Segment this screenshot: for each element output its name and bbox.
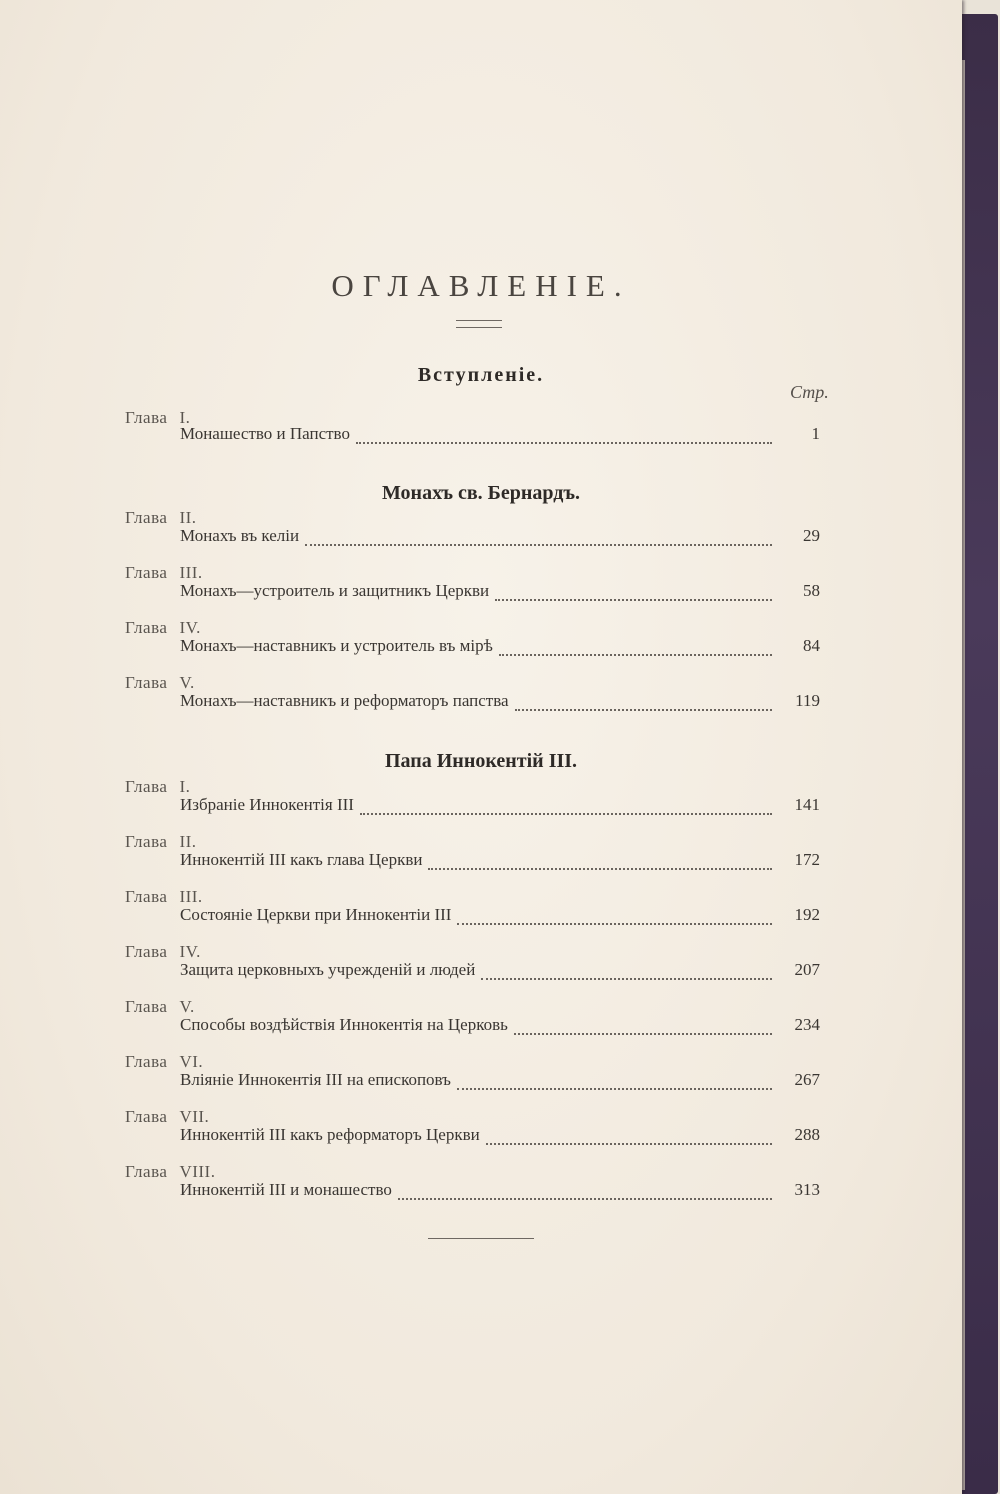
dot-leader — [514, 1032, 772, 1035]
entry-title: Монахъ въ келіи — [180, 526, 300, 545]
dot-leader — [457, 922, 772, 925]
chapter-label: Глава III. — [125, 887, 203, 906]
entry-title: Иннокентій III и монашество — [180, 1180, 392, 1199]
toc-entry — [180, 795, 820, 819]
dot-leader — [499, 653, 772, 656]
section-heading: Монахъ св. Бернардъ. — [381, 482, 581, 504]
title-ornament — [456, 320, 502, 328]
toc-entry — [180, 850, 820, 874]
entry-page: 29 — [803, 526, 820, 545]
chapter-label: Глава I. — [125, 408, 191, 427]
toc-entry — [180, 905, 820, 929]
entry-title: Иннокентій III какъ глава Церкви — [180, 850, 423, 869]
chapter-label: Глава II. — [125, 508, 197, 527]
entry-title: Способы воздѣйствія Иннокентія на Церковь — [180, 1015, 508, 1034]
toc-entry — [180, 1180, 820, 1204]
toc-entry — [180, 526, 820, 550]
chapter-label: Глава II. — [125, 832, 197, 851]
toc-entry — [180, 1015, 820, 1039]
entry-page: 207 — [794, 960, 820, 979]
section-heading: Вступленіе. — [417, 364, 545, 386]
dot-leader — [305, 543, 772, 546]
toc-entry — [180, 960, 820, 984]
entry-page: 84 — [803, 636, 820, 655]
dot-leader — [495, 598, 772, 601]
dot-leader — [428, 867, 772, 870]
chapter-label: Глава VIII. — [125, 1162, 216, 1181]
chapter-label: Глава III. — [125, 563, 203, 582]
entry-page: 119 — [795, 691, 820, 710]
chapter-label: Глава IV. — [125, 942, 201, 961]
entry-page: 234 — [794, 1015, 820, 1034]
dot-leader — [486, 1142, 772, 1145]
toc-entry — [180, 636, 820, 660]
entry-title: Вліяніе Иннокентія III на епископовъ — [180, 1070, 451, 1089]
entry-page: 313 — [794, 1180, 820, 1199]
entry-page: 141 — [794, 795, 820, 814]
chapter-label: Глава V. — [125, 673, 195, 692]
chapter-label: Глава I. — [125, 777, 191, 796]
toc-entry — [180, 424, 820, 448]
chapter-label: Глава VI. — [125, 1052, 204, 1071]
toc-entry — [180, 1125, 820, 1149]
chapter-label: Глава VII. — [125, 1107, 210, 1126]
chapter-label: Глава V. — [125, 997, 195, 1016]
entry-page: 1 — [811, 424, 820, 443]
dot-leader — [356, 441, 772, 444]
dot-leader — [360, 812, 772, 815]
entry-title: Защита церковныхъ учрежденій и людей — [180, 960, 476, 979]
dot-leader — [398, 1197, 772, 1200]
dot-leader — [457, 1087, 772, 1090]
entry-page: 172 — [794, 850, 820, 869]
closing-rule — [428, 1238, 534, 1239]
toc-entry — [180, 691, 820, 715]
entry-title: Состояніе Церкви при Иннокентіи III — [180, 905, 452, 924]
entry-title: Иннокентій III какъ реформаторъ Церкви — [180, 1125, 480, 1144]
entry-page: 192 — [794, 905, 820, 924]
dot-leader — [481, 977, 772, 980]
entry-page: 267 — [794, 1070, 820, 1089]
toc-entry — [180, 1070, 820, 1094]
entry-title: Избраніе Иннокентія III — [180, 795, 354, 814]
page-column-label: Стр. — [790, 382, 829, 402]
toc-entry — [180, 581, 820, 605]
entry-title: Монахъ—наставникъ и реформаторъ папства — [180, 691, 509, 710]
entry-page: 58 — [803, 581, 820, 600]
chapter-label: Глава IV. — [125, 618, 201, 637]
entry-title: Монахъ—устроитель и защитникъ Церкви — [180, 581, 490, 600]
entry-title: Монахъ—наставникъ и устроитель въ мірѣ — [180, 636, 493, 655]
dot-leader — [515, 708, 772, 711]
page-title: ОГЛАВЛЕНІЕ. — [331, 268, 631, 303]
entry-title: Монашество и Папство — [180, 424, 350, 443]
entry-page: 288 — [794, 1125, 820, 1144]
section-heading: Папа Иннокентій III. — [384, 750, 578, 772]
